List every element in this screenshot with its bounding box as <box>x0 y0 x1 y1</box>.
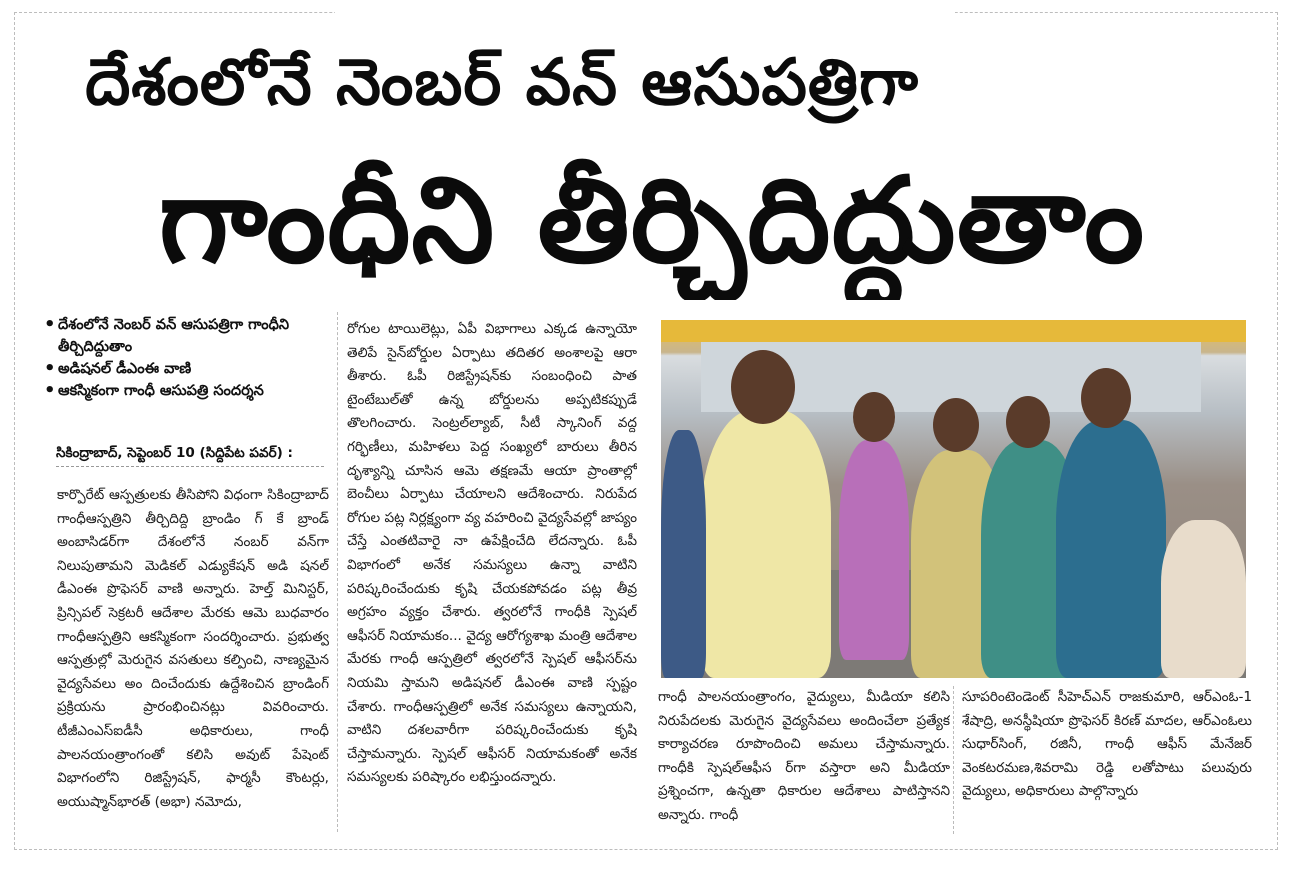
headline-line-2: గాంధీని తీర్చిదిద్దుతాం <box>158 151 1146 289</box>
person-blue-shirt <box>1056 420 1166 678</box>
person-head <box>731 350 795 424</box>
person-yellow-shirt <box>701 410 831 678</box>
person-white-shirt <box>1161 520 1246 678</box>
column-divider <box>337 312 338 832</box>
article-column-3: గాంధీ పాలనయంత్రాంగం, వైద్యులు, మీడియా కలిసి నిరుపేదలకు మెరుగైన వైద్యసేవలు అందించేలా ప్రత్యేక కార్యాచరణ రూపొందించి అమలు చేస్తామన్నారు. గాంధీకి స్పెషల్ఆఫీస ర్‌గా వస్తారా అని మీడియా ప్రశ్నించగా, ఉన్నతా ధికారుల ఆదేశాలు పాటిస్తానని అన్నారు. గాంధీ <box>658 689 950 823</box>
bullet-item <box>44 380 334 402</box>
person-purple-saree <box>839 440 909 660</box>
column-divider <box>953 686 954 834</box>
bullet-item <box>44 314 334 358</box>
border-gap <box>335 10 955 14</box>
article-column-1: కార్పొరేట్ ఆస్పత్రులకు తీసిపోని విధంగా సికింద్రాబాద్ గాంధీఆస్పత్రిని తీర్చిదిద్ది బ్రాండిం గ్ కే బ్రాండ్ అంబాసిడర్‌గా దేశంలోనే నంబర్ వన్‌గా నిలుపుతామని మెడికల్ ఎడ్యుకేషన్ అడి షనల్ డీఎంఈ ప్రొఫెసర్ వాణి అన్నారు. హెల్త్ మినిస్టర్, ప్రిన్సిపల్ సెక్రటరీ ఆదేశాల మేరకు ఆమె బుధవారం గాంధీఆస్పత్రిని ఆకస్మికంగా సందర్శించారు. ప్రభుత్వ ఆస్పత్రుల్లో మెరుగైన వసతులు కల్పించి, నాణ్యమైన వైద్యసేవలు అం దించేందుకు ఉద్దేశించిన బ్రాండింగ్ ప్రక్రియను ప్రారంభించినట్లు వివరించారు. టీజీఎంఎస్ఐడీసీ అధికారులు, గాంధీ పాలనయంత్రాంగంతో కలిసి అవుట్ పేషెంట్ విభాగంలోని రిజిస్ట్రేషన్, ఫార్మసీ కౌంటర్లు, అయుష్మాన్‌భారత్ (అభా) నమోదు, <box>57 487 329 810</box>
person-head <box>1006 396 1050 448</box>
article-column-2: రోగుల టాయిలెట్లు, ఏపీ విభాగాలు ఎక్కడ ఉన్నాయో తెలిపే సైన్‌బోర్డుల ఏర్పాటు తదితర అంశాలపై ఆరా తీశారు. ఓపీ రిజిస్ట్రేషన్‌కు సంబంధించి పాత టైంటేబుల్‌తో ఉన్న బోర్డులను అప్పటికప్పుడే తొలగించారు. సెంట్రల్‌ల్యాబ్, సీటీ స్కానింగ్ వద్ద గర్భిణీలు, మహిళలు పెద్ద సంఖ్యలో బారులు తీరిన దృశ్యాన్ని చూసిన ఆమె తక్షణమే ఆయా ప్రాంతాల్లో బెంచీలు ఏర్పాటు చేయాలని ఆదేశించారు. నిరుపేద రోగుల పట్ల నిర్లక్ష్యంగా వ్య వహరించి వైద్యసేవల్లో జాప్యం చేస్తే ఎంతటివారై నా ఉపేక్షించేది లేదన్నారు. ఓపీ విభాగంలో అనేక సమస్యలు ఉన్నా వాటిని పరిష్కరించేందుకు కృషి చేయకపోవడం పట్ల తీవ్ర అగ్రహం వ్యక్తం చేశారు. త్వరలోనే గాంధీకి స్పెషల్ ఆఫీసర్ నియామకం... వైద్య ఆరోగ్యశాఖ మంత్రి ఆదేశాల మేరకు గాంధీ ఆస్పత్రిలో త్వరలోనే స్పెషల్ ఆఫీసర్‌ను నియమి స్తామని అడిషనల్ డీఎంఈ వాణి స్పష్టం చేశారు. గాంధీఆస్పత్రిలో అనేక సమస్యలు ఉన్నాయని, వాటిని దశలవారీగా పరిష్కరించేందుకు కృషి చేస్తామన్నారు. స్పెషల్ ఆఫీసర్ నియామకంతో అనేక సమస్యలకు పరిష్కారం లభిస్తుందన్నారు. <box>347 321 637 786</box>
bullet-text: ఆకస్మికంగా గాంధీ ఆసుపత్రి సందర్శన <box>58 383 264 399</box>
bullet-dot-icon: • <box>44 314 56 335</box>
article-column-4: సూపరింటెండెంట్ సీహెచ్ఎన్ రాజకుమారి, ఆర్ఎంఓ-1 శేషాద్రి, అనస్థీషియా ప్రొఫెసర్ కిరణ్ మాదల, ఆర్ఎంఓలు సుధార్‌సింగ్, రజినీ, గాంధీ ఆఫీస్ మేనేజర్ వెంకటరమణ,శివరామి రెడ్డి లతోపాటు పలువురు వైద్యులు, అధికారులు పాల్గొన్నారు <box>962 689 1252 800</box>
bullet-text: దేశంలోనే నెంబర్ వన్ ఆసుపత్రిగా గాంధీని తీర్చిదిద్దుతాం <box>58 317 290 355</box>
person-head <box>933 398 979 452</box>
bullet-item <box>44 358 334 380</box>
dateline-divider <box>56 466 324 467</box>
person-left-edge <box>661 430 706 678</box>
photo-ceiling <box>661 320 1246 342</box>
bullet-list <box>44 314 334 402</box>
bullet-dot-icon: • <box>44 380 56 401</box>
person-head <box>1081 368 1131 428</box>
headline-line-1: దేశంలోనే నెంబర్ వన్ ఆసుపత్రిగా <box>85 46 919 120</box>
news-photo <box>661 320 1246 678</box>
person-head <box>853 392 895 442</box>
bullet-text: అడిషనల్ డీఎంఈ వాణి <box>58 361 192 377</box>
bullet-dot-icon: • <box>44 358 56 379</box>
dateline: సికింద్రాబాద్, సెప్టెంబర్ 10 (సిద్దిపేట పవర్) : <box>56 445 293 461</box>
